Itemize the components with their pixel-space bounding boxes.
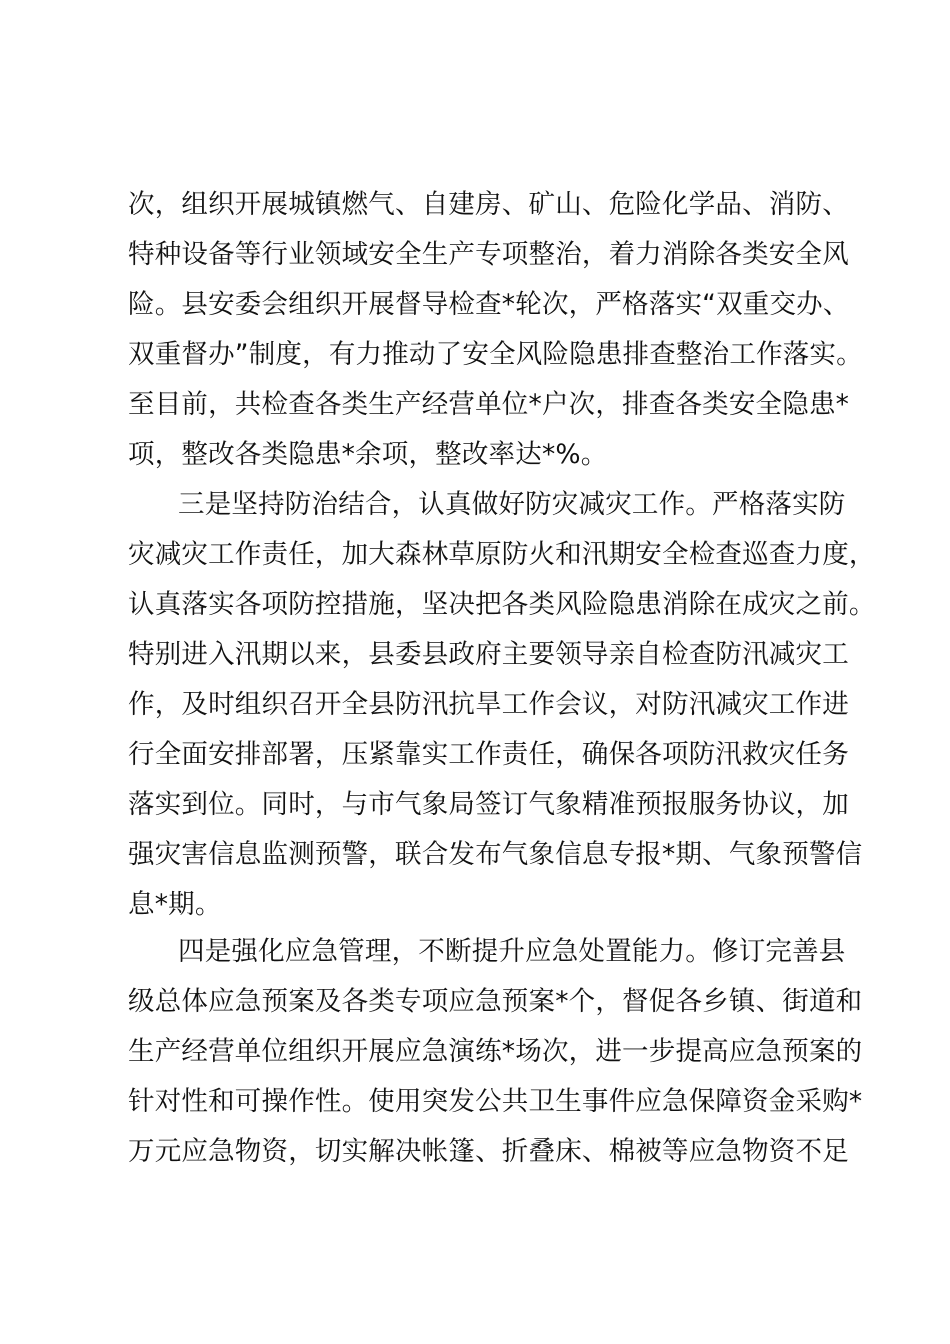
text-line: 双重督办”制度，有力推动了安全风险隐患排查整治工作落实。 — [128, 339, 863, 370]
text-line: 作，及时组织召开全县防汛抗旱工作会议，对防汛减灾工作进 — [128, 689, 849, 720]
text-line: 项，整改各类隐患*余项，整改率达*%。 — [128, 439, 608, 470]
text-line: 级总体应急预案及各类专项应急预案*个，督促各乡镇、街道和 — [128, 986, 863, 1017]
text-line: 认真落实各项防控措施，坚决把各类风险隐患消除在成灾之前。 — [128, 589, 876, 620]
text-line: 至目前，共检查各类生产经营单位*户次，排查各类安全隐患* — [128, 389, 850, 420]
text-line: 行全面安排部署，压紧靠实工作责任，确保各项防汛救灾任务 — [128, 739, 849, 770]
text-line: 灾减灾工作责任，加大森林草原防火和汛期安全检查巡查力度， — [128, 539, 876, 570]
text-line: 险。县安委会组织开展督导检查*轮次，严格落实“双重交办、 — [128, 289, 850, 320]
text-line: 针对性和可操作性。使用突发公共卫生事件应急保障资金采购* — [128, 1086, 863, 1117]
text-line: 强灾害信息监测预警，联合发布气象信息专报*期、气象预警信 — [128, 839, 863, 870]
text-line: 特别进入汛期以来，县委县政府主要领导亲自检查防汛减灾工 — [128, 639, 849, 670]
text-line: 万元应急物资，切实解决帐篷、折叠床、棉被等应急物资不足 — [128, 1136, 849, 1167]
text-line: 生产经营单位组织开展应急演练*场次，进一步提高应急预案的 — [128, 1036, 863, 1067]
text-line: 落实到位。同时，与市气象局签订气象精准预报服务协议，加 — [128, 789, 849, 820]
text-line: 次，组织开展城镇燃气、自建房、矿山、危险化学品、消防、 — [128, 189, 849, 220]
text-line: 息*期。 — [128, 889, 222, 920]
paragraph-4-first-line: 四是强化应急管理，不断提升应急处置能力。修订完善县 — [178, 936, 846, 967]
paragraph-3-first-line: 三是坚持防治结合，认真做好防灾减灾工作。严格落实防 — [178, 489, 846, 520]
text-line: 特种设备等行业领域安全生产专项整治，着力消除各类安全风 — [128, 239, 849, 270]
